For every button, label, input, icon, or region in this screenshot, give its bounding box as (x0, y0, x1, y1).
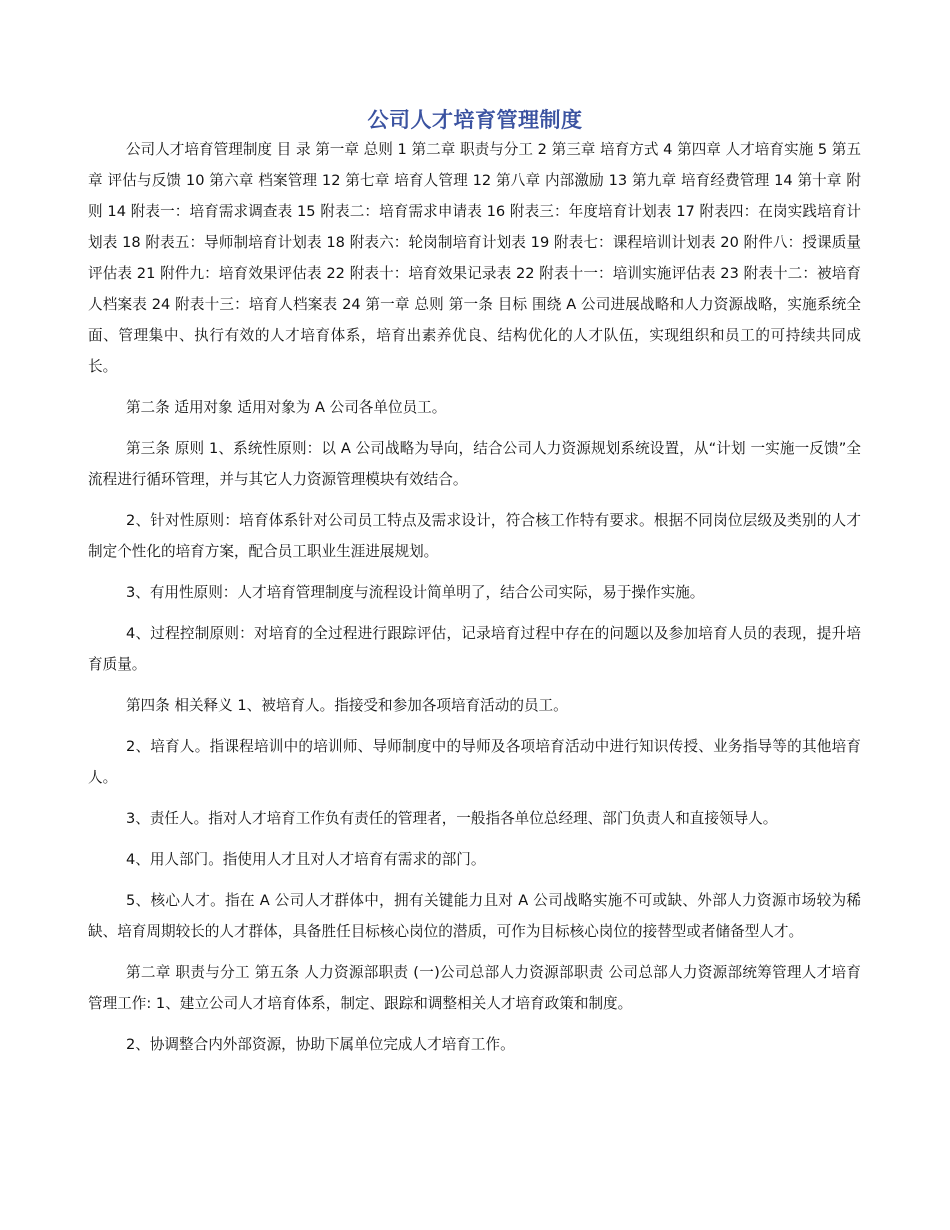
paragraph-principle-targeted: 2、针对性原则：培育体系针对公司员工特点及需求设计，符合核工作特有要求。根据不同岗位层级及类别的人才制定个性化的培育方案，配合员工职业生涯进展规划。 (88, 512, 861, 560)
paragraph-definition-core-talent: 5、核心人才。指在 A 公司人才群体中，拥有关键能力且对 A 公司战略实施不可或缺、外部人力资源市场较为稀缺、培育周期较长的人才群体，具备胜任目标核心岗位的潜质，可作为目标核心岗位的接替型或者储备型人才。 (88, 892, 861, 940)
paragraph-coordinate-resources: 2、协调整合内外部资源，协助下属单位完成人才培育工作。 (125, 1036, 515, 1053)
paragraph-definition-employing-department: 4、用人部门。指使用人才且对人才培育有需求的部门。 (125, 851, 486, 868)
paragraph-definition-trainer: 2、培育人。指课程培训中的培训师、导师制度中的导师及各项培育活动中进行知识传授、业务指导等的其他培育人。 (88, 738, 861, 786)
paragraph-table-of-contents-and-goal: 公司人才培育管理制度 目 录 第一章 总则 1 第二章 职责与分工 2 第三章 培育方式 4 第四章 人才培育实施 5 第五章 评估与反馈 10 第六章 档案管理 12 第七章 培育人管理 12 第八章 内部激励 13 第九章 培育经费管理 14 第十章 附则 14 附表一：培育需求调查表 15 附表二：培育需求申请表 16 附表三：年度培育计划表 17 附表四：在岗实践培育计划表 18 附表五：导师制培育计划表 18 附表六：轮岗制培育计划表 19 附表七：课程培训计划表 20 附件八：授课质量评估表 21 附件九：培育效果评估表 22 附表十：培育效果记录表 22 附表十一：培训实施评估表 23 附表十二：被培育人档案表 24 附表十三：培育人档案表 24 第一章 总则 第一条 目标 围绕 A 公司进展战略和人力资源战略，实施系统全面、管理集中、执行有效的人才培育体系，培育出素养优良、结构优化的人才队伍，实现组织和员工的可持续共同成长。 (88, 141, 861, 375)
paragraph-definition-trainee: 第四条 相关释义 1、被培育人。指接受和参加各项培育活动的员工。 (125, 697, 568, 714)
document-title: 公司人才培育管理制度 (367, 108, 583, 132)
document-body (88, 134, 861, 1070)
paragraph-principle-systematic: 第三条 原则 1、系统性原则：以 A 公司战略为导向，结合公司人力资源规划系统设置，从“计划 一实施一反馈”全流程进行循环管理，并与其它人力资源管理模块有效结合。 (88, 440, 861, 488)
paragraph-applicable-scope: 第二条 适用对象 适用对象为 A 公司各单位员工。 (125, 399, 447, 416)
paragraph-principle-practical: 3、有用性原则：人才培育管理制度与流程设计简单明了，结合公司实际，易于操作实施。 (125, 584, 705, 601)
paragraph-principle-process-control: 4、过程控制原则：对培育的全过程进行跟踪评估，记录培育过程中存在的问题以及参加培育人员的表现，提升培育质量。 (88, 625, 861, 673)
paragraph-definition-responsible-person: 3、责任人。指对人才培育工作负有责任的管理者，一般指各单位总经理、部门负责人和直接领导人。 (125, 810, 778, 827)
paragraph-chapter-two-hr-duties: 第二章 职责与分工 第五条 人力资源部职责 (一)公司总部人力资源部职责 公司总部人力资源部统筹管理人才培育管理工作: 1、建立公司人才培育体系，制定、跟踪和调整相关人才培育政策和制度。 (88, 964, 861, 1012)
